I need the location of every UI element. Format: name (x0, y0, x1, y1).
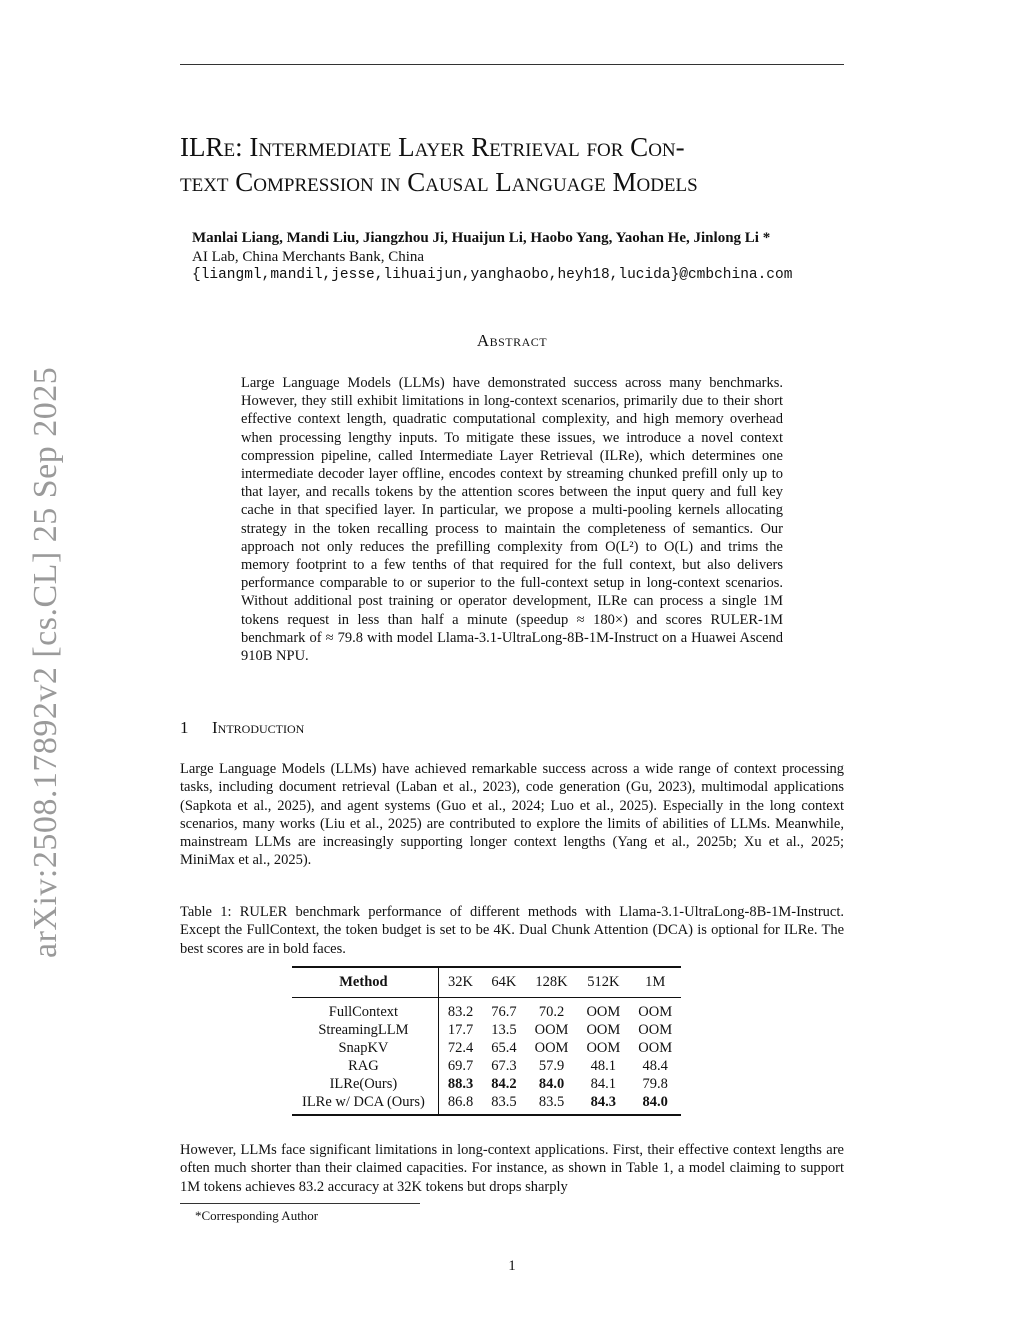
affiliation: AI Lab, China Merchants Bank, China (192, 249, 425, 265)
table-cell: OOM (586, 1022, 621, 1038)
table-cell: 83.2 (447, 1004, 474, 1020)
table-cell: 48.4 (642, 1058, 668, 1074)
table-cell: 69.7 (447, 1058, 474, 1074)
section-heading (180, 718, 844, 738)
table-cell-method: StreamingLLM (292, 1021, 438, 1039)
table-row (292, 1093, 681, 1115)
table-row (292, 1075, 681, 1093)
table-caption: Table 1: RULER benchmark performance of different methods with Llama-3.1-UltraLong-8B-1M-Instruct. Except the FullContext, the token budget is set to be 4K. Dual Chunk Attention (DCA) is optional for ILRe. The best scores are in bold faces. (180, 904, 844, 957)
table-cell-method: ILRe w/ DCA (Ours) (292, 1093, 438, 1115)
top-rule (180, 64, 844, 65)
paper-title (180, 130, 844, 200)
table-cell: OOM (586, 1040, 621, 1056)
title-line-2: text Compression in Causal Language Models (180, 167, 698, 197)
table-cell: 84.3 (590, 1094, 617, 1110)
abstract-text: Large Language Models (LLMs) have demonstrated success across many benchmarks. However, they still exhibit limitations in long-context scenarios, primarily due to their short effective context length, quadratic computational complexity, and high memory overhead when processing lengthy inputs. To mitigate these issues, we introduce a novel context compression pipeline, called Intermediate Layer Retrieval (ILRe), which determines one intermediate decoder layer offline, encodes context by streaming chunked prefill only up to that layer, and recalls tokens by the attention scores between the input query and full key cache in that specified layer. In particular, we propose a multi-pooling kernels allocating strategy in the token recalling process to maintain the completeness of semantics. Our approach not only reduces the prefilling complexity from O(L²) to O(L) and trims the memory footprint to a few tenths of that required for the full context, but also delivers performance comparable to or superior to the full-context setup in long-context scenarios. Without additional post training or operator development, ILRe can process a single 1M tokens request in less than half a minute (speedup ≈ 180×) and scores RULER-1M benchmark of ≈ 79.8 with model Llama-3.1-UltraLong-8B-1M-Instruct on a Huawei Ascend 910B NPU. (241, 375, 783, 665)
page-number: 1 (508, 1258, 516, 1274)
arxiv-stamp: arXiv:2508.17892v2 [cs.CL] 25 Sep 2025 (27, 366, 64, 958)
table-cell: 76.7 (491, 1004, 517, 1020)
header-64k: 64K (491, 974, 517, 990)
results-table (292, 966, 681, 1116)
table-cell: 86.8 (447, 1094, 474, 1110)
table-cell: 57.9 (538, 1058, 565, 1074)
intro-paragraph-2: However, LLMs face significant limitations in long-context applications. First, their effective context lengths are often much shorter than their claimed capacities. For instance, as shown in Table 1, a model claiming to support 1M tokens achieves 83.2 accuracy at 32K tokens but drops sharply (180, 1142, 844, 1195)
header-method: Method (292, 967, 438, 998)
table-cell: OOM (638, 1040, 673, 1056)
table-cell: 83.5 (491, 1094, 517, 1110)
table-cell-method: FullContext (292, 998, 438, 1022)
table-cell: OOM (586, 1004, 621, 1020)
table-cell: 13.5 (491, 1022, 517, 1038)
table-cell: 84.2 (491, 1076, 517, 1092)
section-title: Introduction (212, 718, 305, 737)
author-emails: {liangml,mandil,jesse,lihuaijun,yanghaobo,heyh18,lucida}@cmbchina.com (192, 267, 793, 283)
table-cell-method: RAG (292, 1057, 438, 1075)
footnote: *Corresponding Author (195, 1208, 319, 1223)
table-cell: OOM (534, 1040, 569, 1056)
intro-paragraph-1: Large Language Models (LLMs) have achieved remarkable success across a wide range of context processing tasks, including document retrieval (Laban et al., 2023), code generation (Gu, 2023), multimodal applications (Sapkota et al., 2025), and agent systems (Guo et al., 2024; Luo et al., 2025). Especially in the long context scenarios, many works (Liu et al., 2025) are contributed to explore the limits of abilities of LLMs. Meanwhile, mainstream LLMs are increasingly supporting longer context lengths (Yang et al., 2025b; Xu et al., 2025; MiniMax et al., 2025). (180, 761, 844, 869)
table-header-row (292, 967, 681, 998)
table-cell: OOM (638, 1004, 673, 1020)
table-row (292, 1057, 681, 1075)
table-row (292, 1021, 681, 1039)
table-cell: 67.3 (491, 1058, 517, 1074)
title-line-1: ILRe: Intermediate Layer Retrieval for Con- (180, 132, 685, 162)
header-1m: 1M (645, 974, 666, 990)
table-cell: OOM (534, 1022, 569, 1038)
table-cell: 84.1 (590, 1076, 617, 1092)
table-cell: 65.4 (491, 1040, 517, 1056)
header-128k: 128K (535, 974, 568, 990)
table-cell-method: ILRe(Ours) (292, 1075, 438, 1093)
table-cell: 84.0 (642, 1094, 668, 1110)
table-cell: 70.2 (538, 1004, 565, 1020)
table-cell: 88.3 (447, 1076, 474, 1092)
abstract-heading: Abstract (476, 331, 548, 350)
footnote-rule (180, 1203, 420, 1204)
table-cell: 48.1 (590, 1058, 617, 1074)
author-list: Manlai Liang, Mandi Liu, Jiangzhou Ji, Huaijun Li, Haobo Yang, Yaohan He, Jinlong Li * (192, 230, 771, 246)
table-cell: 84.0 (538, 1076, 565, 1092)
header-512k: 512K (587, 974, 620, 990)
table-row (292, 1039, 681, 1057)
table-cell-method: SnapKV (292, 1039, 438, 1057)
header-32k: 32K (448, 974, 474, 990)
table-cell: 17.7 (447, 1022, 474, 1038)
table-cell: OOM (638, 1022, 673, 1038)
table-cell: 83.5 (538, 1094, 565, 1110)
table-cell: 72.4 (447, 1040, 474, 1056)
section-number: 1 (180, 718, 189, 737)
table-row (292, 998, 681, 1022)
table-cell: 79.8 (642, 1076, 668, 1092)
